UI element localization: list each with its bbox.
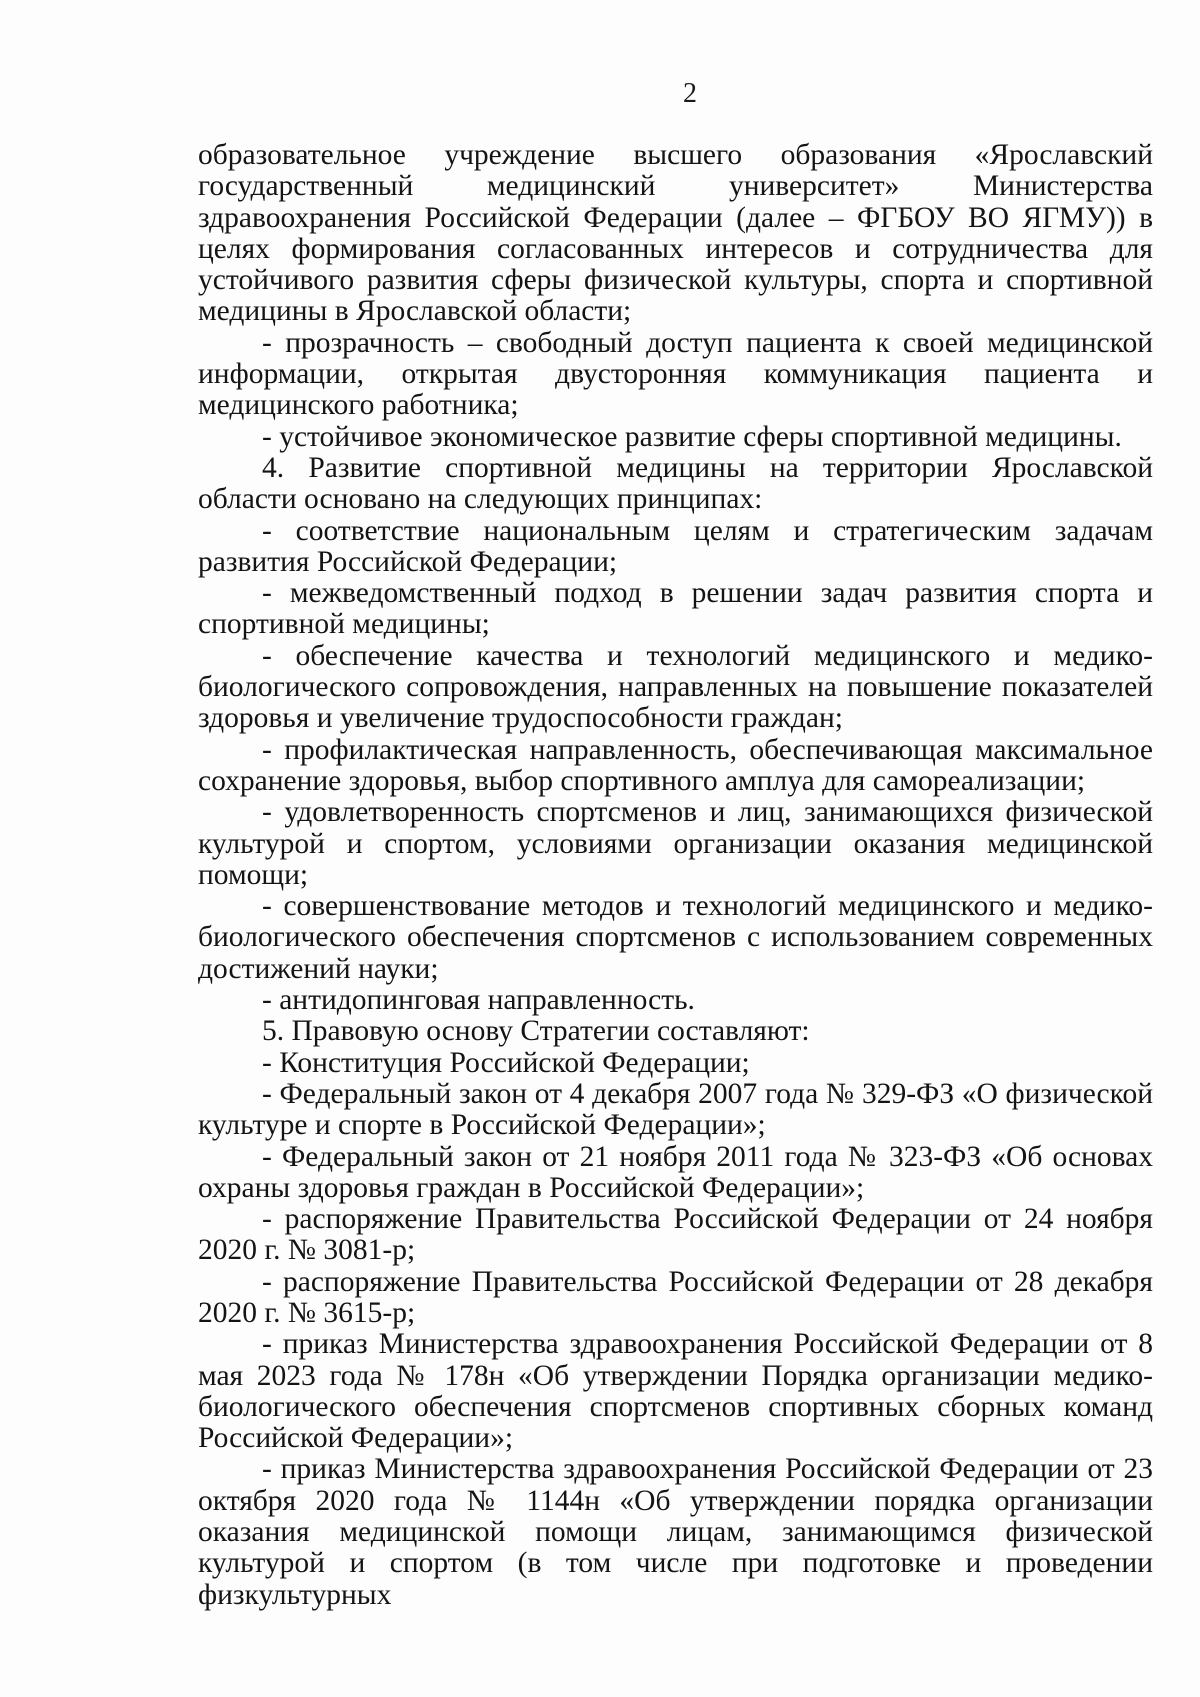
paragraph-13: - Конституция Российской Федерации; — [262, 1046, 750, 1079]
paragraph-17: - распоряжение Правительства Российской Федерации от 28 декабря 2020 г. № 3615-р; — [198, 1265, 1153, 1329]
paragraph-9: - удовлетворенность спортсменов и лиц, занимающихся физической культурой и спортом, условиями организации оказания медицинской помощи; — [198, 796, 1153, 891]
paragraph-2: - прозрачность – свободный доступ пациента к своей медицинской информации, открытая двусторонняя коммуникация пациента и медицинского работника; — [198, 326, 1153, 422]
paragraph-12: 5. Правовую основу Стратегии составляют: — [262, 1015, 810, 1048]
paragraph-16: - распоряжение Правительства Российской Федерации от 24 ноября 2020 г. № 3081-р; — [198, 1203, 1153, 1267]
paragraph-4: 4. Развитие спортивной медицины на территории Ярославской области основано на следующих принципах: — [198, 451, 1153, 516]
paragraph-15: - Федеральный закон от 21 ноября 2011 года № 323-ФЗ «Об основах охраны здоровья граждан в Российской Федерации»; — [198, 1140, 1153, 1204]
page-number: 2 — [683, 78, 697, 109]
paragraph-10: - совершенствование методов и технологий медицинского и медико-биологического обеспечения спортсменов с использованием современных достижений науки; — [198, 890, 1153, 985]
paragraph-7: - обеспечение качества и технологий медицинского и медико-биологического сопровождения, направленных на повышение показателей здоровья и увеличение трудоспособности граждан; — [198, 639, 1153, 735]
paragraph-1: образовательное учреждение высшего образования «Ярославский государственный медицинский университет» Министерства здравоохранения Российской Федерации (далее – ФГБОУ ВО ЯГМУ)) в целях формирования согласованных интересов и сотрудничества для устойчивого развития сферы физической культуры, спорта и спортивной медицины в Ярославской области; — [198, 139, 1153, 328]
document-body — [198, 140, 1153, 1611]
paragraph-11: - антидопинговая направленность. — [262, 984, 695, 1017]
paragraph-18: - приказ Министерства здравоохранения Российской Федерации от 8 мая 2023 года № 178н «Об утверждении Порядка организации медико-биологического обеспечения спортсменов спортивных сборных команд Российской Федерации»; — [198, 1328, 1153, 1455]
paragraph-19: - приказ Министерства здравоохранения Российской Федерации от 23 октября 2020 года № 1144н «Об утверждении порядка организации оказания медицинской помощи лицам, занимающимся физической культурой и спортом (в том числе при подготовке и проведении физкультурных — [198, 1453, 1153, 1611]
paragraph-8: - профилактическая направленность, обеспечивающая максимальное сохранение здоровья, выбор спортивного амплуа для самореализации; — [198, 733, 1153, 797]
paragraph-5: - соответствие национальным целям и стратегическим задачам развития Российской Федерации; — [198, 514, 1153, 578]
paragraph-6: - межведомственный подход в решении задач развития спорта и спортивной медицины; — [198, 577, 1153, 641]
paragraph-3: - устойчивое экономическое развитие сферы спортивной медицины. — [262, 420, 1122, 453]
paragraph-14: - Федеральный закон от 4 декабря 2007 года № 329-ФЗ «О физической культуре и спорте в Российской Федерации»; — [198, 1077, 1153, 1142]
